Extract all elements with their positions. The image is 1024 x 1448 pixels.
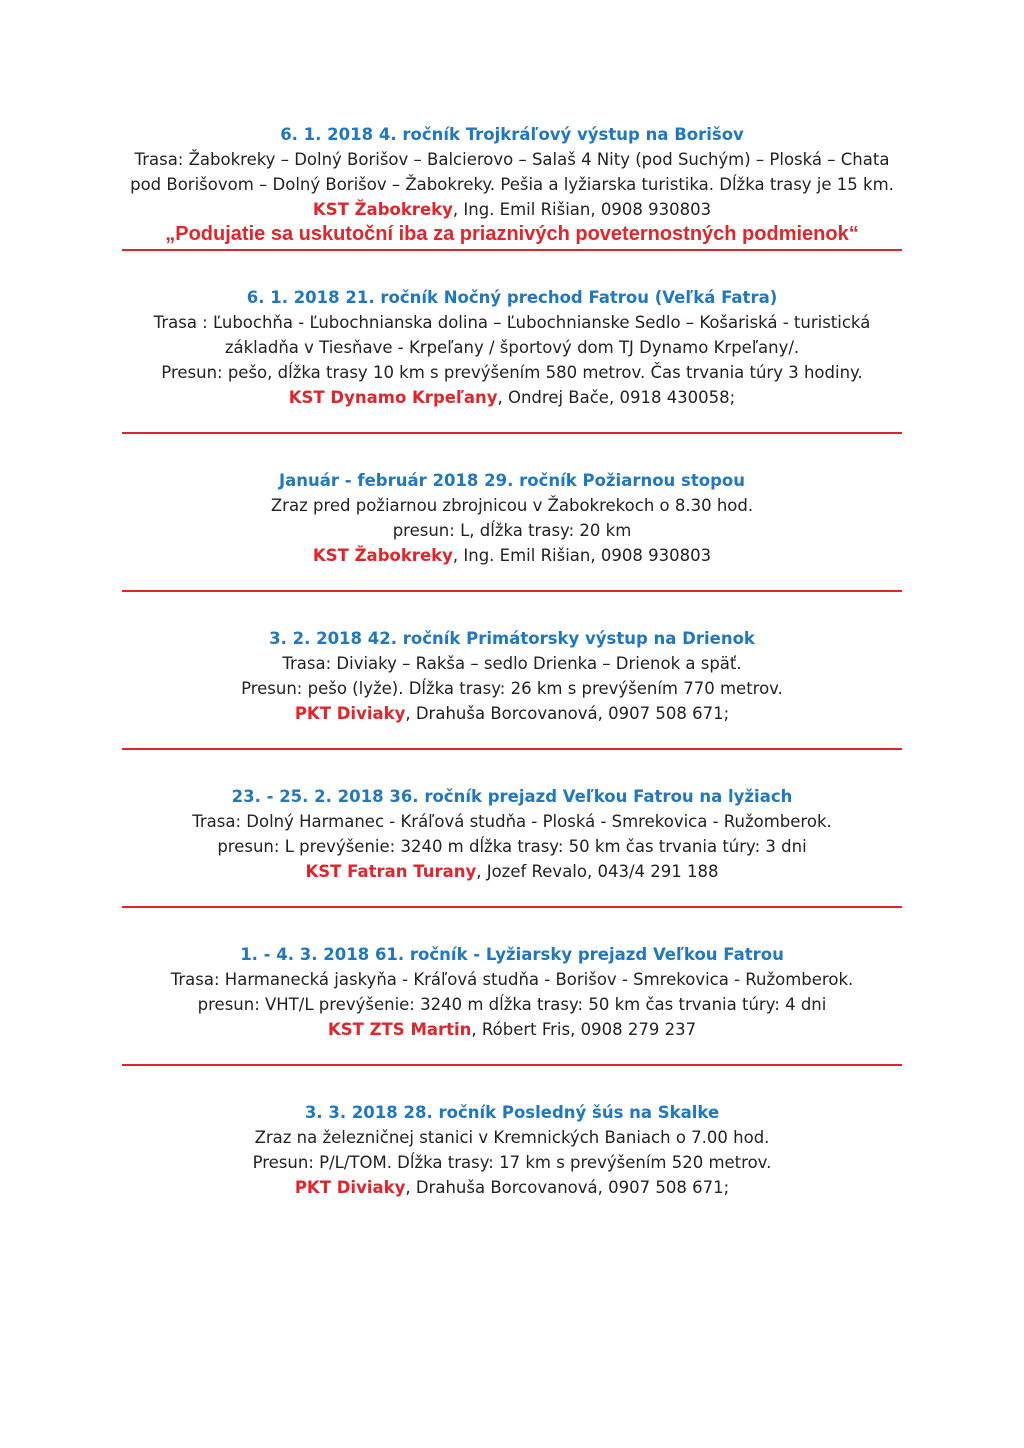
event-name: 29. ročník Požiarnou stopou bbox=[484, 471, 745, 490]
event-title bbox=[122, 1100, 902, 1125]
organizer-name: KST Fatran Turany bbox=[305, 862, 477, 881]
event-route: Trasa : Ľubochňa - Ľubochnianska dolina – Ľubochnianske Sedlo – Košariská - turistická bbox=[153, 313, 871, 332]
event-title bbox=[122, 285, 902, 310]
event-name: 61. ročník - Lyžiarsky prejazd Veľkou Fatrou bbox=[374, 945, 784, 964]
event-date: 1. - 4. 3. 2018 bbox=[240, 945, 370, 964]
contact-details: , Ing. Emil Rišian, 0908 930803 bbox=[452, 546, 712, 565]
event-item bbox=[122, 122, 902, 245]
event-meeting: Zraz pred požiarnou zbrojnicou v Žabokrekoch o 8.30 hod. bbox=[270, 496, 754, 515]
organizer-name: KST Žabokreky bbox=[312, 546, 453, 565]
organizer-name: KST ZTS Martin bbox=[327, 1020, 472, 1039]
event-route: Trasa: Žabokreky – Dolný Borišov – Balcierovo – Salaš 4 Nity (pod Suchým) – Ploská – Chata pod Borišovom – Dolný Borišov – Žabokreky. Pešia a lyžiarska turistika. Dĺžka trasy je 15 km. bbox=[130, 150, 894, 194]
event-transfer: presun: VHT/L prevýšenie: 3240 m dĺžka trasy: 50 km čas trvania túry: 4 dni bbox=[197, 995, 827, 1014]
event-transfer: Presun: pešo, dĺžka trasy 10 km s prevýšením 580 metrov. Čas trvania túry 3 hodiny. bbox=[161, 363, 863, 382]
event-transfer: presun: L prevýšenie: 3240 m dĺžka trasy: 50 km čas trvania túry: 3 dni bbox=[217, 837, 807, 856]
event-contact bbox=[122, 385, 902, 410]
event-transfer: presun: L, dĺžka trasy: 20 km bbox=[392, 521, 632, 540]
event-date: 3. 2. 2018 bbox=[269, 629, 363, 648]
event-item bbox=[122, 942, 902, 1042]
event-route: Trasa: Dolný Harmanec - Kráľová studňa - Ploská - Smrekovica - Ružomberok. bbox=[192, 812, 832, 831]
event-title bbox=[122, 942, 902, 967]
event-date: Január - február 2018 bbox=[279, 471, 479, 490]
event-name: 21. ročník Nočný prechod Fatrou (Veľká Fatra) bbox=[345, 288, 778, 307]
event-contact bbox=[122, 1017, 902, 1042]
event-contact bbox=[122, 701, 902, 726]
organizer-name: KST Dynamo Krpeľany bbox=[288, 388, 498, 407]
event-date: 23. - 25. 2. 2018 bbox=[231, 787, 384, 806]
contact-details: , Ing. Emil Rišian, 0908 930803 bbox=[452, 200, 712, 219]
event-title bbox=[122, 626, 902, 651]
event-name: 42. ročník Primátorsky výstup na Drienok bbox=[367, 629, 755, 648]
event-contact bbox=[122, 543, 902, 568]
event-item bbox=[122, 784, 902, 884]
event-date: 6. 1. 2018 bbox=[246, 288, 340, 307]
event-item bbox=[122, 626, 902, 726]
event-item bbox=[122, 285, 902, 410]
event-item bbox=[122, 468, 902, 568]
event-route: Trasa: Diviaky – Rakša – sedlo Drienka – Drienok a späť. bbox=[282, 654, 742, 673]
contact-details: , Drahuša Borcovanová, 0907 508 671; bbox=[405, 704, 730, 723]
event-title bbox=[122, 122, 902, 147]
event-title bbox=[122, 784, 902, 809]
event-name: 36. ročník prejazd Veľkou Fatrou na lyžiach bbox=[389, 787, 793, 806]
event-transfer: Presun: P/L/TOM. Dĺžka trasy: 17 km s prevýšením 520 metrov. bbox=[252, 1153, 772, 1172]
organizer-name: PKT Diviaky bbox=[294, 1178, 406, 1197]
event-date: 6. 1. 2018 bbox=[280, 125, 374, 144]
weather-notice: „Podujatie sa uskutoční iba za priaznivých poveternostných podmienok“ bbox=[165, 223, 859, 245]
contact-details: , Róbert Fris, 0908 279 237 bbox=[471, 1020, 697, 1039]
event-contact bbox=[122, 197, 902, 222]
event-route: základňa v Tiesňave - Krpeľany / športový dom TJ Dynamo Krpeľany/. bbox=[224, 338, 800, 357]
event-contact bbox=[122, 859, 902, 884]
event-name: 28. ročník Posledný šús na Skalke bbox=[403, 1103, 720, 1122]
event-list bbox=[122, 122, 902, 1200]
event-title bbox=[122, 468, 902, 493]
event-meeting: Zraz na železničnej stanici v Kremnických Baniach o 7.00 hod. bbox=[254, 1128, 770, 1147]
organizer-name: PKT Diviaky bbox=[294, 704, 406, 723]
event-item bbox=[122, 1100, 902, 1200]
contact-details: , Ondrej Bače, 0918 430058; bbox=[497, 388, 736, 407]
organizer-name: KST Žabokreky bbox=[312, 200, 453, 219]
event-name: 4. ročník Trojkráľový výstup na Borišov bbox=[378, 125, 744, 144]
contact-details: , Drahuša Borcovanová, 0907 508 671; bbox=[405, 1178, 730, 1197]
event-transfer: Presun: pešo (lyže). Dĺžka trasy: 26 km s prevýšením 770 metrov. bbox=[241, 679, 783, 698]
event-route: Trasa: Harmanecká jaskyňa - Kráľová studňa - Borišov - Smrekovica - Ružomberok. bbox=[170, 970, 854, 989]
event-contact bbox=[122, 1175, 902, 1200]
contact-details: , Jozef Revalo, 043/4 291 188 bbox=[476, 862, 719, 881]
event-date: 3. 3. 2018 bbox=[304, 1103, 398, 1122]
